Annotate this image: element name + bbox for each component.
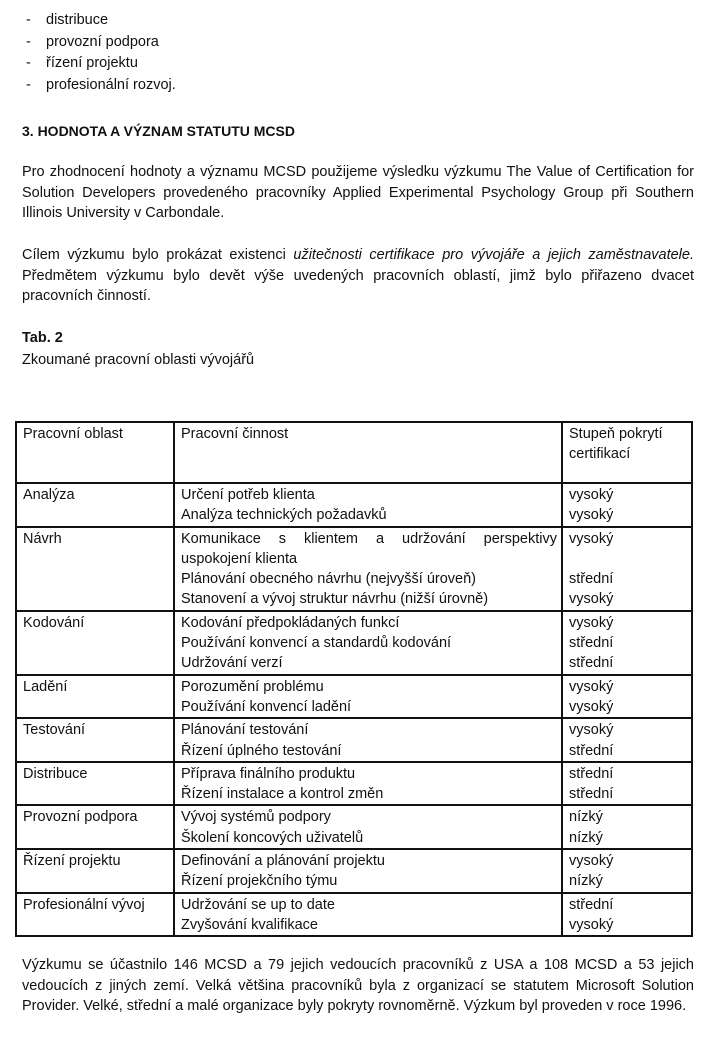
task: Vývoj systémů podpory [181,809,331,826]
coverage-level: nízký [569,829,603,846]
coverage-level: vysoký [569,916,614,933]
task-cell [174,718,562,762]
table-row [16,893,692,937]
task-cell [174,805,562,849]
table-row [16,675,692,719]
level-cell [562,675,692,719]
table-row [16,762,692,806]
coverage-level: vysoký [569,722,614,739]
table-label: Tab. 2 [22,330,63,346]
task: Příprava finálního produktu [181,765,356,782]
task: Udržování se up to date [181,896,335,913]
task: Analýza technických požadavků [181,507,387,524]
area-cell: Ladění [16,675,174,719]
coverage-level: vysoký [569,678,614,695]
list-item: - profesionální rozvoj. [26,75,698,97]
task: Používání konvencí a standardů kodování [181,635,452,652]
header-area: Pracovní oblast [16,422,174,483]
level-cell [562,805,692,849]
task: Definování a plánování projektu [181,853,385,870]
header-task: Pracovní činnost [174,422,562,483]
level-cell [562,527,692,611]
level-cell [562,762,692,806]
text: Cílem výzkumu bylo prokázat existenci [22,247,294,263]
paragraph-1: Pro zhodnocení hodnoty a významu MCSD použijeme výsledku výzkumu The Value of Certification for Solution Developers provedeného pracovníky Applied Experimental Psychology Group při Southern Illinois University v Carbondale. [22,164,694,221]
task-cell [174,611,562,675]
coverage-level: vysoký [569,591,614,608]
task: Používání konvencí ladění [181,698,352,715]
task: Určení potřeb klienta [181,487,315,503]
table-row [16,805,692,849]
coverage-level: vysoký [569,614,614,631]
task: Řízení projekčního týmu [181,873,338,890]
task: Řízení instalace a kontrol změn [181,786,384,803]
task: Zvyšování kvalifikace [181,916,318,933]
list-item: - řízení projektu [26,53,698,75]
work-areas-table [15,421,693,937]
task: Porozumění problému [181,678,324,695]
task: Kodování předpokládaných funkcí [181,614,400,631]
coverage-level: střední [569,896,614,913]
coverage-level: vysoký [569,530,614,547]
table-header-row [16,422,692,483]
table-caption: Zkoumané pracovní oblasti vývojářů [22,352,255,368]
coverage-level: nízký [569,873,603,890]
area-cell: Návrh [16,527,174,611]
paragraph-2 [22,245,694,307]
bullet-list [26,10,698,96]
task-cell [174,762,562,806]
task-cell [174,483,562,527]
task: Komunikace s klientem a udržování perspektivy uspokojení klienta [181,530,557,567]
coverage-level: vysoký [569,487,614,503]
area-cell: Profesionální vývoj [16,893,174,937]
task: Plánování obecného návrhu (nejvyšší úroveň) [181,571,477,588]
level-cell [562,718,692,762]
table-row [16,611,692,675]
table-row [16,483,692,527]
task-cell [174,849,562,893]
coverage-level: vysoký [569,507,614,524]
header-level: Stupeň pokrytí certifikací [562,422,692,483]
task: Stanovení a vývoj struktur návrhu (nižší úrovně) [181,591,489,608]
level-cell [562,611,692,675]
level-cell [562,483,692,527]
text: Předmětem výzkumu bylo devět výše uvedených pracovních oblastí, jimž bylo přiřazeno dvacet pracovních činností. [22,267,694,304]
coverage-level: nízký [569,809,603,826]
task-cell [174,675,562,719]
area-cell: Analýza [16,483,174,527]
task: Školení koncových uživatelů [181,829,364,846]
level-cell [562,893,692,937]
coverage-level: střední [569,635,614,652]
table-row [16,527,692,611]
task: Udržování verzí [181,655,283,672]
area-cell: Řízení projektu [16,849,174,893]
emphasis: užitečnosti certifikace pro vývojáře a jejich zaměstnavatele. [293,247,695,263]
coverage-level: střední [569,571,614,588]
task: Řízení úplného testování [181,742,342,759]
table-row [16,718,692,762]
coverage-level: střední [569,742,614,759]
area-cell: Kodování [16,611,174,675]
coverage-level: střední [569,786,614,803]
table-row [16,849,692,893]
coverage-level: střední [569,765,614,782]
level-cell [562,849,692,893]
coverage-level: vysoký [569,853,614,870]
task-cell [174,527,562,611]
coverage-level: vysoký [569,698,614,715]
area-cell: Distribuce [16,762,174,806]
list-item: - provozní podpora [26,32,698,54]
area-cell: Provozní podpora [16,805,174,849]
section-heading: 3. HODNOTA A VÝZNAM STATUTU MCSD [22,123,295,139]
list-item: - distribuce [26,10,698,32]
area-cell: Testování [16,718,174,762]
paragraph-3: Výzkumu se účastnilo 146 MCSD a 79 jejich vedoucích pracovníků z USA a 108 MCSD a 53 jejich vedoucích z jiných zemí. Velká většina pracovníků byla z organizací se statutem Microsoft Solution Provider. Velké, střední a malé organizace byly pokryty rovnoměrně. Výzkum byl proveden v roce 1996. [22,957,694,1014]
task-cell [174,893,562,937]
coverage-level: střední [569,655,614,672]
task: Plánování testování [181,722,309,739]
